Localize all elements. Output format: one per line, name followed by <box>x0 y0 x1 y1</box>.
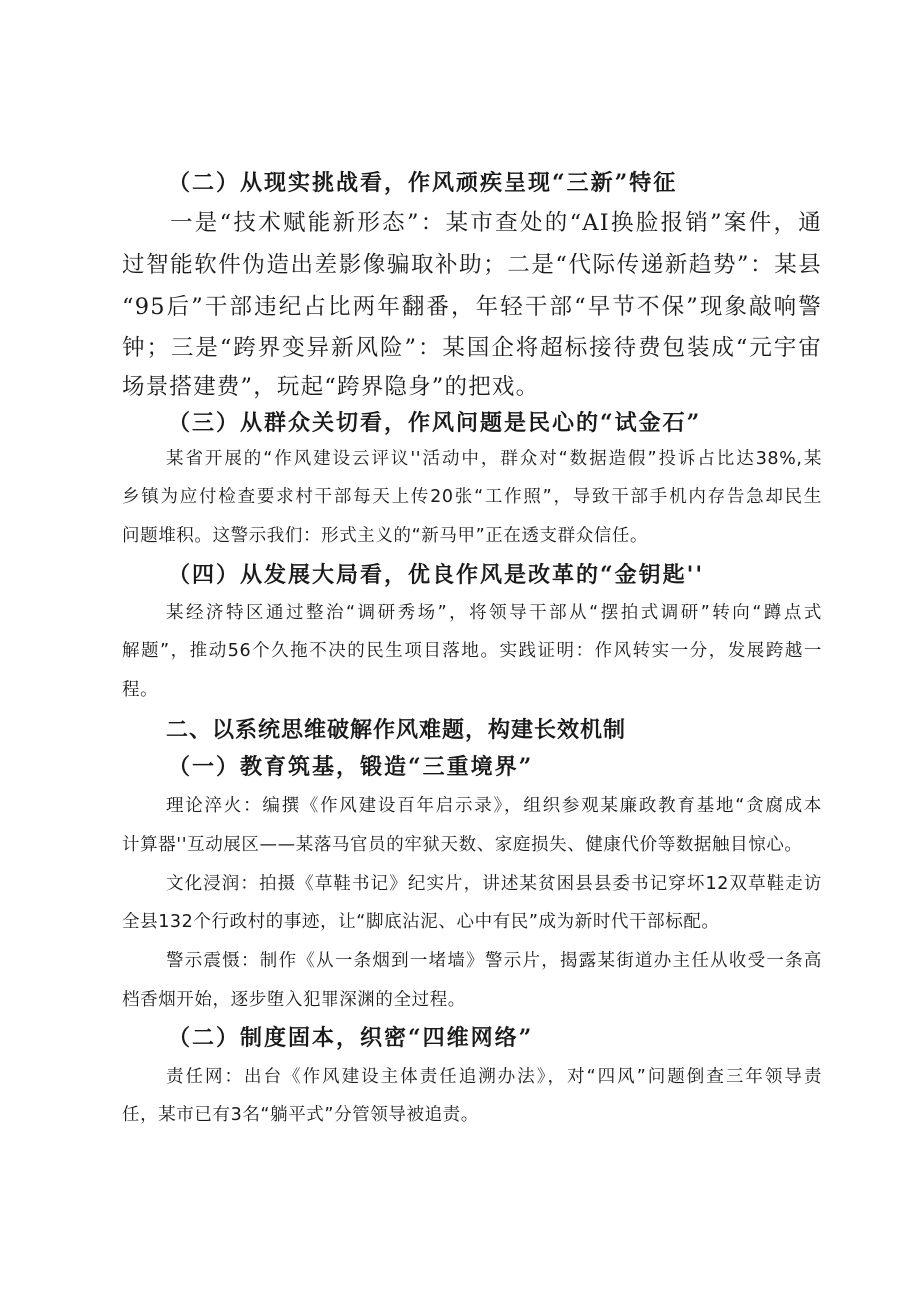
paragraph-line: 计算器''互动展区——某落马官员的牢狱天数、家庭损失、健康代价等数据触目惊心。 <box>122 835 803 855</box>
paragraph-line: 钟；三是“跨界变异新风险”：某国企将超标接待费包装成“元宇宙 <box>122 335 822 361</box>
paragraph-line: 责任网：出台《作风建设主体责任追溯办法》，对“四风”问题倒查三年领导责 <box>166 1067 822 1087</box>
paragraph-line: 任，某市已有3名“躺平式”分管领导被追责。 <box>122 1105 479 1125</box>
paragraph-line: 档香烟开始，逐步堕入犯罪深渊的全过程。 <box>122 990 466 1010</box>
paragraph-line: 问题堆积。这警示我们：形式主义的“新马甲”正在透支群众信任。 <box>122 526 649 546</box>
section-heading-two: 二、以系统思维破解作风难题，构建长效机制 <box>166 718 627 743</box>
paragraph-line: 理论淬火：编撰《作风建设百年启示录》，组织参观某廉政教育基地“贪腐成本 <box>166 796 822 816</box>
subheading-education: （一）教育筑基，锻造“三重境界” <box>168 754 534 780</box>
paragraph-line: 解题”，推动56个久拖不决的民生项目落地。实践证明：作风转实一分，发展跨越一 <box>122 641 822 661</box>
paragraph-line: 文化浸润：拍摄《草鞋书记》纪实片，讲述某贫困县县委书记穿坏12双草鞋走访 <box>166 874 822 894</box>
subheading-challenges: （二）从现实挑战看，作风顽疾呈现“三新”特征 <box>168 170 678 196</box>
paragraph-line: 乡镇为应付检查要求村干部每天上传20张“工作照”，导致干部手机内存告急却民生 <box>122 487 822 507</box>
paragraph-line: 场景搭建费”，玩起“跨界隐身”的把戏。 <box>122 374 540 400</box>
paragraph-line: 某省开展的“作风建设云评议''活动中，群众对“数据造假”投诉占比达38%,某 <box>166 449 822 469</box>
paragraph-line: 一是“技术赋能新形态”：某市查处的“AI换脸报销”案件，通 <box>170 210 822 236</box>
subheading-institutions: （二）制度固本，织密“四维网络” <box>168 1025 534 1051</box>
paragraph-line: “95后”干部违纪占比两年翻番，年轻干部“早节不保”现象敲响警 <box>122 294 822 320</box>
paragraph-line: 全县132个行政村的事迹，让“脚底沾泥、心中有民”成为新时代干部标配。 <box>122 912 720 932</box>
paragraph-line: 程。 <box>122 680 159 700</box>
paragraph-line: 警示震慑：制作《从一条烟到一堵墙》警示片，揭露某街道办主任从收受一条高 <box>166 951 822 971</box>
paragraph-line: 过智能软件伪造出差影像骗取补助；二是“代际传递新趋势”：某县 <box>122 252 822 278</box>
paragraph-line: 某经济特区通过整治“调研秀场”，将领导干部从“摆拍式调研”转向“蹲点式 <box>166 603 822 623</box>
subheading-public-concern: （三）从群众关切看，作风问题是民心的“试金石” <box>168 410 702 436</box>
subheading-development: （四）从发展大局看，优良作风是改革的“金钥匙'' <box>168 562 705 588</box>
